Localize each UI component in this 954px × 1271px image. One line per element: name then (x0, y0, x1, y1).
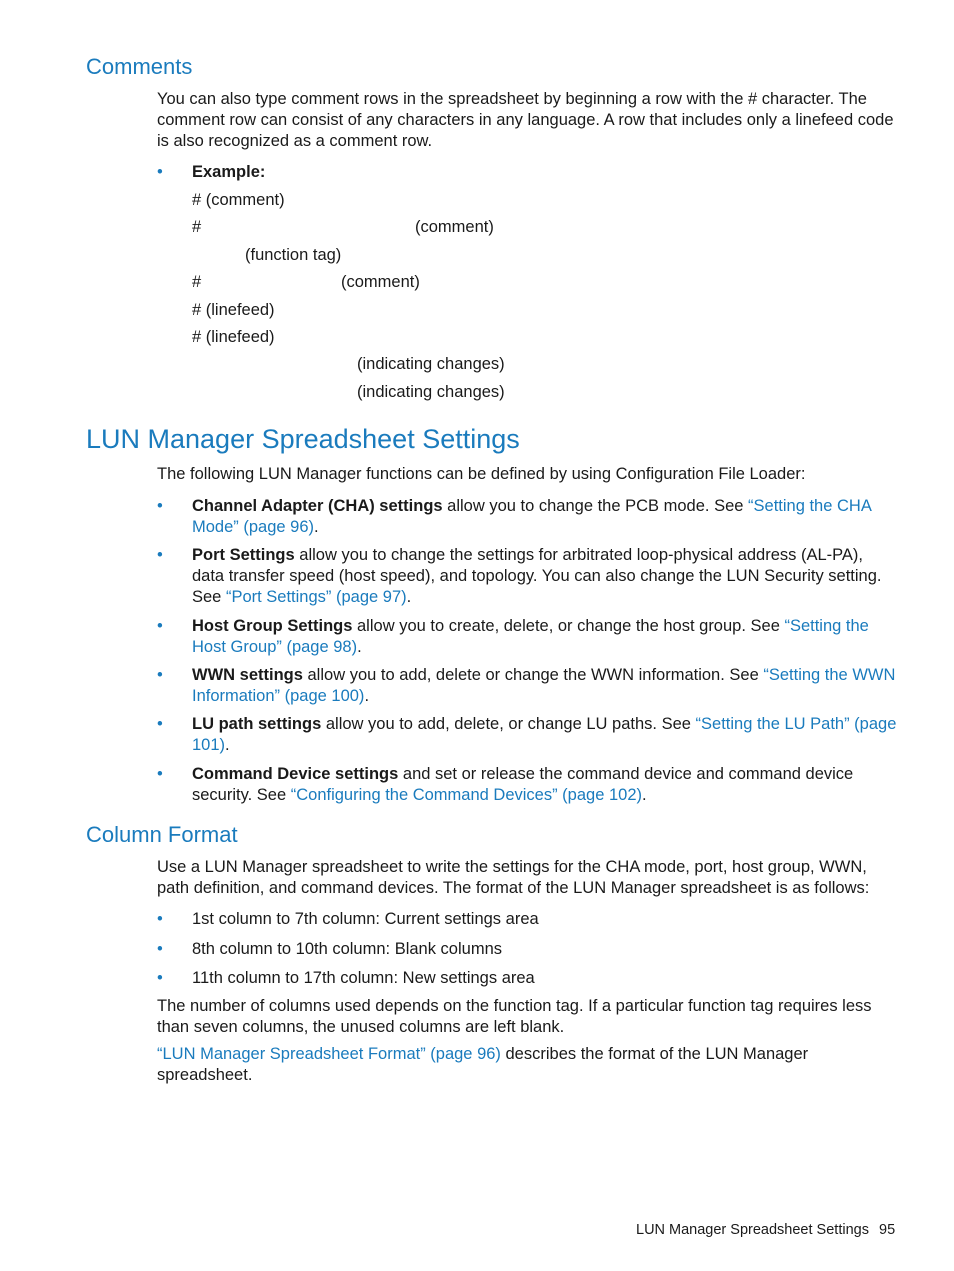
column-item: 8th column to 10th column: Blank columns (192, 940, 502, 958)
link-cha-mode[interactable]: “Setting the CHA Mode” (page 96) (192, 497, 871, 536)
link-port-settings[interactable]: “Port Settings” (page 97) (225, 588, 407, 606)
bullet-icon: • (157, 617, 163, 635)
bullet-icon: • (157, 765, 163, 783)
lun-item-command-device: Command Device settings and set or release the command device and command device security. See “Configuring the Command Devices” (page 102). (192, 765, 854, 804)
comments-heading: Comments (86, 54, 193, 79)
bullet-icon: • (157, 666, 163, 684)
column-format-heading: Column Format (86, 822, 238, 847)
link-spreadsheet-format[interactable]: “LUN Manager Spreadsheet Format” (page 96) (157, 1045, 501, 1063)
bullet-icon: • (157, 546, 163, 564)
link-command-devices[interactable]: “Configuring the Command Devices” (page 102) (290, 786, 642, 804)
example-line: # (linefeed) (192, 328, 275, 346)
bullet-icon: • (157, 940, 163, 958)
lun-heading: LUN Manager Spreadsheet Settings (86, 424, 520, 454)
example-line: # (192, 218, 202, 236)
column-format-para3: “LUN Manager Spreadsheet Format” (page 96) describes the format of the LUN Manager spreadsheet. (157, 1045, 809, 1084)
bullet-icon: • (157, 497, 163, 515)
example-line: # (comment) (192, 191, 285, 209)
example-line: (comment) (341, 273, 420, 291)
lun-intro: The following LUN Manager functions can be defined by using Configuration File Loader: (157, 465, 806, 483)
example-label: Example: (192, 163, 266, 181)
bullet-icon: • (157, 715, 163, 733)
link-wwn-information[interactable]: “Setting the WWN Information” (page 100) (192, 666, 896, 705)
page-number: 95 (879, 1222, 896, 1238)
lun-item-host-group: Host Group Settings allow you to create, delete, or change the host group. See “Setting the Host Group” (page 98). (192, 617, 869, 656)
footer-title: LUN Manager Spreadsheet Settings (636, 1222, 869, 1238)
example-line: (indicating changes) (357, 383, 505, 401)
example-line: (comment) (415, 218, 494, 236)
lun-item-lu-path: LU path settings allow you to add, delete, or change LU paths. See “Setting the LU Path” (page 101). (192, 715, 897, 754)
lun-item-port: Port Settings allow you to change the settings for arbitrated loop-physical address (AL-PA), data transfer speed (host speed), and topology. You can also change the LUN Security setting. See “Port Settings” (page 97). (192, 546, 882, 606)
link-lu-path[interactable]: “Setting the LU Path” (page 101) (192, 715, 897, 754)
column-format-intro: Use a LUN Manager spreadsheet to write the settings for the CHA mode, port, host group, WWN, path definition, and command devices. The format of the LUN Manager spreadsheet is as follows: (157, 858, 870, 897)
lun-item-wwn: WWN settings allow you to add, delete or change the WWN information. See “Setting the WWN Information” (page 100). (192, 666, 896, 705)
example-line: (function tag) (245, 246, 342, 264)
link-host-group[interactable]: “Setting the Host Group” (page 98) (192, 617, 869, 656)
example-line: # (192, 273, 202, 291)
column-item: 1st column to 7th column: Current settings area (192, 910, 539, 928)
comments-intro: You can also type comment rows in the spreadsheet by beginning a row with the # character. The comment row can consist of any characters in any language. A row that includes only a linefeed code is also recognized as a comment row. (157, 90, 894, 150)
example-line: (indicating changes) (357, 355, 505, 373)
bullet-icon: • (157, 910, 163, 928)
bullet-icon: • (157, 969, 163, 987)
lun-item-cha: Channel Adapter (CHA) settings allow you to change the PCB mode. See “Setting the CHA Mode” (page 96). (192, 497, 871, 536)
bullet-icon: • (157, 163, 163, 181)
example-line: # (linefeed) (192, 301, 275, 319)
column-item: 11th column to 17th column: New settings area (192, 969, 535, 987)
column-format-para2: The number of columns used depends on the function tag. If a particular function tag requires less than seven columns, the unused columns are left blank. (157, 997, 872, 1036)
